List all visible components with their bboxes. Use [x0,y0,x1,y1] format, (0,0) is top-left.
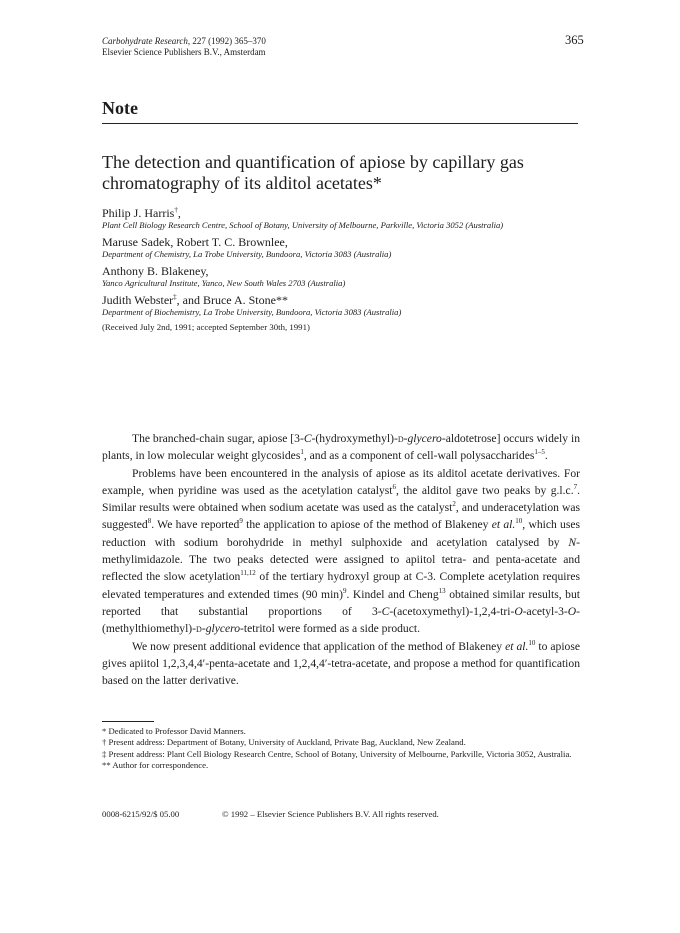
page-number: 365 [565,33,584,47]
footnote: ‡ Present address: Plant Cell Biology Research Centre, School of Botany, University of Melbourne, Parkville, Victoria 3052, Australia. [102,748,572,759]
footnote: ** Author for correspondence. [102,759,209,770]
author-affiliation: Plant Cell Biology Research Centre, School of Botany, University of Melbourne, Parkville, Victoria 3052 (Australia) [102,220,504,230]
issn: 0008-6215/92/$ 05.00 [102,809,180,819]
body-paragraph: Problems have been encountered in the analysis of apiose as its alditol acetate derivatives. For example, when pyridine was used as the acetylation catalyst$^6$, the alditol gave two peaks by g.l.c.$^7$. Similar results were obtained when sodium acetate was used as the catalyst$^2$, and underacetylation was suggested$^8$. We have reported$^9$ the application to apiose of the method of Blakeney et al.$^{10}$, which uses reduction with sodium borohydride in methyl sulphoxide and acetylation catalysed by N-methylimidazole. The two peaks detected were assigned to apiitol tetra- and penta-acetate and reflected the slow acetylation$^{11,12}$ of the tertiary hydroxyl group at C-3. Complete acetylation requires elevated temperatures and extended times (90 min)$^9$. Kindel and Cheng$^{13}$ obtained similar results, but reported that substantial proportions of 3-C-(acetoxymethyl)-1,2,4-tri-O-acetyl-3-O-(methylthiomethyl)-d-glycero-tetritol were formed as a side product. [102,466,581,636]
author-name: Anthony B. Blakeney, [102,264,209,278]
copyright-notice: © 1992 – Elsevier Science Publishers B.V. All rights reserved. [222,809,439,819]
footnote-divider [102,721,154,722]
journal-name: Carbohydrate Research [102,36,188,46]
received-dates: (Received July 2nd, 1991; accepted September 30th, 1991) [102,322,310,332]
section-divider [102,123,578,124]
footnote: * Dedicated to Professor David Manners. [102,726,246,736]
author-name: Maruse Sadek, Robert T. C. Brownlee, [102,235,288,249]
journal-citation: , 227 (1992) 365–370 [187,36,266,46]
body-text [102,430,580,689]
journal-header [102,36,266,58]
copyright-line [102,809,580,819]
footnotes [102,726,580,771]
footnote: † Present address: Department of Botany, University of Auckland, Private Bag, Auckland, New Zealand. [102,737,466,748]
author-name: Judith Webster‡, and Bruce A. Stone** [102,293,288,307]
author-affiliation: Department of Biochemistry, La Trobe University, Bundoora, Victoria 3083 (Australia) [102,307,402,317]
author-affiliation: Department of Chemistry, La Trobe University, Bundoora, Victoria 3083 (Australia) [102,249,392,259]
body-paragraph: We now present additional evidence that application of the method of Blakeney et al.$^{10}$ to apiose gives apiitol 1,2,3,4,4′-penta-acetate and 1,2,4,4′-tetra-acetate, and propose a method for quantification based on the latter derivative. [102,638,580,688]
journal-publisher: Elsevier Science Publishers B.V., Amsterdam [102,47,266,57]
section-label: Note [102,98,138,118]
article-title: The detection and quantification of apiose by capillary gas chromatography of its alditol acetates* [102,152,524,193]
author-block [102,206,580,333]
author-affiliation: Yanco Agricultural Institute, Yanco, New South Wales 2703 (Australia) [102,278,346,288]
author-name: Philip J. Harris†, [102,206,181,220]
body-paragraph: The branched-chain sugar, apiose [3-C-(hydroxymethyl)-d-glycero-aldotetrose] occurs widely in plants, in low molecular weight glycosides$^1$, and as a component of cell-wall polysaccharides$^{1-5}$. [102,432,580,463]
